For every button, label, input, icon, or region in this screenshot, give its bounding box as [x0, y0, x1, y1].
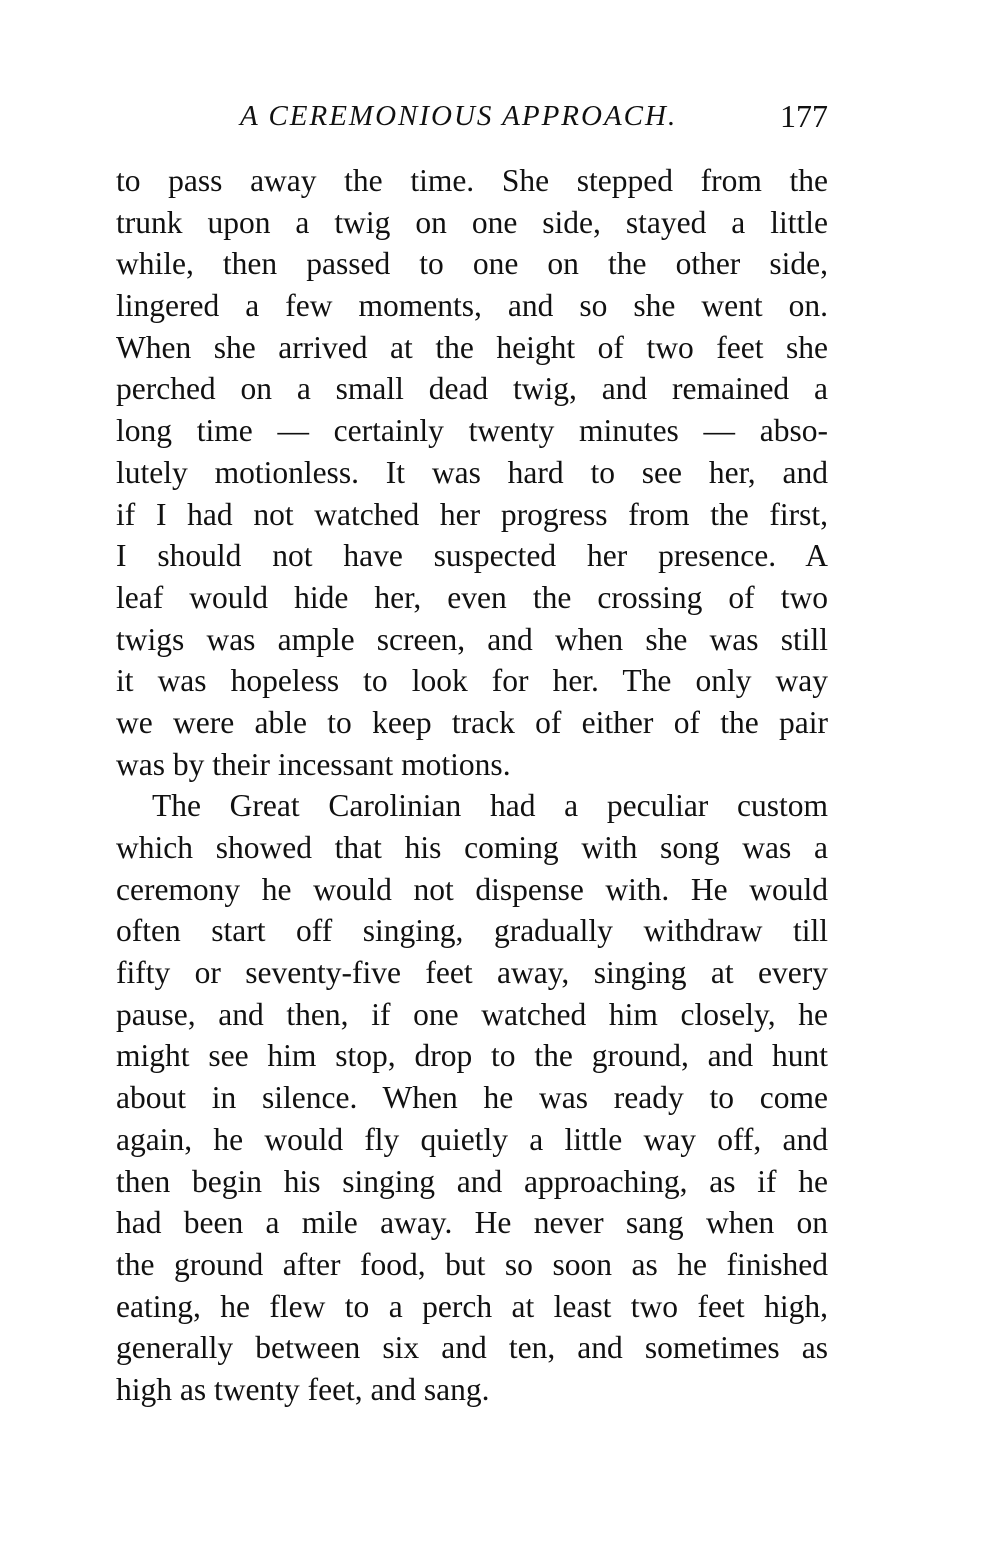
text-line: if I had not watched her progress from the first,	[116, 496, 828, 532]
text-line: it was hopeless to look for her. The only way	[116, 663, 828, 699]
text-line: ceremony he would not dispense with. He would	[116, 871, 828, 907]
paragraph-1	[116, 160, 828, 785]
text-line: high as twenty feet, and sang.	[116, 1371, 490, 1407]
text-line: we were able to keep track of either of the pair	[116, 704, 828, 740]
text-line: When she arrived at the height of two feet she	[116, 329, 828, 365]
text-line: then begin his singing and approaching, as if he	[116, 1163, 828, 1199]
text-line: had been a mile away. He never sang when on	[116, 1205, 828, 1241]
text-line: The Great Carolinian had a peculiar custom	[152, 788, 828, 824]
text-line: generally between six and ten, and sometimes as	[116, 1330, 828, 1366]
page-number: 177	[780, 98, 828, 134]
text-line: about in silence. When he was ready to come	[116, 1080, 828, 1116]
text-line: lingered a few moments, and so she went on.	[116, 288, 828, 324]
text-line: twigs was ample screen, and when she was still	[116, 621, 828, 657]
body-text	[116, 160, 828, 1411]
text-line: the ground after food, but so soon as he finished	[116, 1246, 828, 1282]
text-line: long time — certainly twenty minutes — abso-	[116, 413, 828, 449]
text-line: pause, and then, if one watched him closely, he	[116, 996, 828, 1032]
text-line: again, he would fly quietly a little way off, and	[116, 1121, 828, 1157]
text-line: trunk upon a twig on one side, stayed a little	[116, 204, 828, 240]
text-line: lutely motionless. It was hard to see her, and	[116, 454, 828, 490]
text-line: which showed that his coming with song was a	[116, 830, 828, 865]
text-line: might see him stop, drop to the ground, and hunt	[116, 1038, 828, 1074]
running-title: A CEREMONIOUS APPROACH.	[240, 100, 678, 132]
text-line: I should not have suspected her presence. A	[116, 538, 828, 574]
running-header	[240, 98, 830, 142]
text-line: perched on a small dead twig, and remained a	[116, 371, 828, 407]
text-line: eating, he flew to a perch at least two feet high,	[116, 1288, 828, 1324]
text-line: fifty or seventy-five feet away, singing at every	[116, 955, 828, 991]
text-line: often start off singing, gradually withdraw till	[116, 913, 828, 949]
paragraph-2	[116, 785, 828, 1410]
text-line: was by their incessant motions.	[116, 746, 511, 782]
text-line: while, then passed to one on the other side,	[116, 246, 828, 282]
text-line: leaf would hide her, even the crossing of two	[116, 579, 828, 615]
text-line: to pass away the time. She stepped from the	[116, 163, 828, 198]
